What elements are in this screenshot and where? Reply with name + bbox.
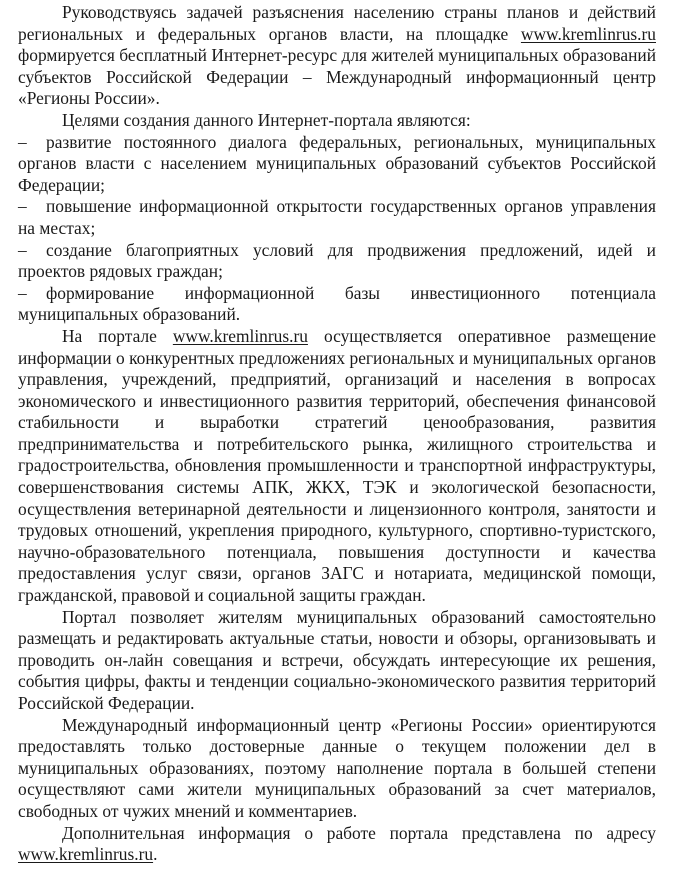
more-info-paragraph bbox=[18, 823, 656, 866]
list-dash: – bbox=[18, 282, 27, 303]
kremlinrus-link-1[interactable]: www.kremlinrus.ru bbox=[520, 23, 656, 44]
center-mission-paragraph: Международный информационный центр «Регионы России» ориентируются предоставлять только достоверные данные о текущем положении дел в муниципальных образованиях, поэтому наполнение портала в большей степени осуществляют сами жители муниципальных образований за счет материалов, свободных от чужих мнений и комментариев. bbox=[18, 714, 656, 821]
intro-text-before: Руководствуясь задачей разъяснения населению страны планов и действий региональных и федеральных органов власти, на площадке bbox=[18, 2, 656, 44]
goal-text: создание благоприятных условий для продвижения предложений, идей и проектов рядовых граждан; bbox=[18, 239, 656, 282]
more-info-text-before: Дополнительная информация о работе портала представлена по адресу bbox=[62, 822, 656, 843]
goal-list-item bbox=[18, 283, 656, 326]
goal-text: повышение информационной открытости государственных органов управления на местах; bbox=[18, 196, 656, 238]
portal-text-after: осуществляется оперативное размещение информации о конкурентных предложениях региональных и муниципальных органов управления, учреждений, предприятий, организаций и населения в вопросах экономического и инвестиционного развития территорий, обеспечения финансовой стабильности и выработки стратегий ценообразования, развития предпринимательства и потребительского рынка, жилищного строительства и градостроительства, обновления промышленности и транспортной инфраструктуры, совершенствования системы АПК, ЖКХ, ТЭК и экологической безопасности, осуществления ветеринарной деятельности и лицензионного контроля, занятости и трудовых отношений, укрепления природного, культурного, спортивно-туристского, научно-образовательного потенциала, повышения доступности и качества предоставления услуг связи, органов ЗАГС и нотариата, медицинской помощи, гражданской, правовой и социальной защиты граждан. bbox=[18, 325, 656, 606]
intro-text-after: формируется бесплатный Интернет-ресурс для жителей муниципальных образований субъектов Российской Федерации – Международный информационный центр «Регионы России». bbox=[18, 45, 656, 109]
goals-heading-paragraph: Целями создания данного Интернет-портала являются: bbox=[62, 109, 471, 130]
list-dash: – bbox=[18, 239, 27, 260]
intro-paragraph bbox=[18, 2, 656, 110]
list-dash: – bbox=[18, 196, 27, 217]
document-page bbox=[18, 2, 656, 866]
goal-list-item bbox=[18, 132, 656, 197]
list-dash: – bbox=[18, 131, 27, 152]
kremlinrus-link-2[interactable]: www.kremlinrus.ru bbox=[172, 325, 308, 346]
portal-text-before: На портале bbox=[62, 325, 173, 346]
goal-list-item bbox=[18, 240, 656, 283]
portal-content-paragraph bbox=[18, 326, 656, 607]
kremlinrus-link-3[interactable]: www.kremlinrus.ru bbox=[18, 844, 154, 865]
goal-text: развитие постоянного диалога федеральных, региональных, муниципальных органов власти с населением муниципальных образований субъектов Российской Федерации; bbox=[18, 131, 656, 195]
goal-text: формирование информационной базы инвестиционного потенциала муниципальных образований. bbox=[18, 282, 656, 325]
goal-list-item bbox=[18, 196, 656, 239]
portal-features-paragraph: Портал позволяет жителям муниципальных образований самостоятельно размещать и редактировать актуальные статьи, новости и обзоры, организовывать и проводить он-лайн совещания и встречи, обсуждать интересующие их решения, события цифры, факты и тенденции социально-экономического развития территорий Российской Федерации. bbox=[18, 606, 656, 713]
more-info-text-after: . bbox=[153, 844, 158, 865]
